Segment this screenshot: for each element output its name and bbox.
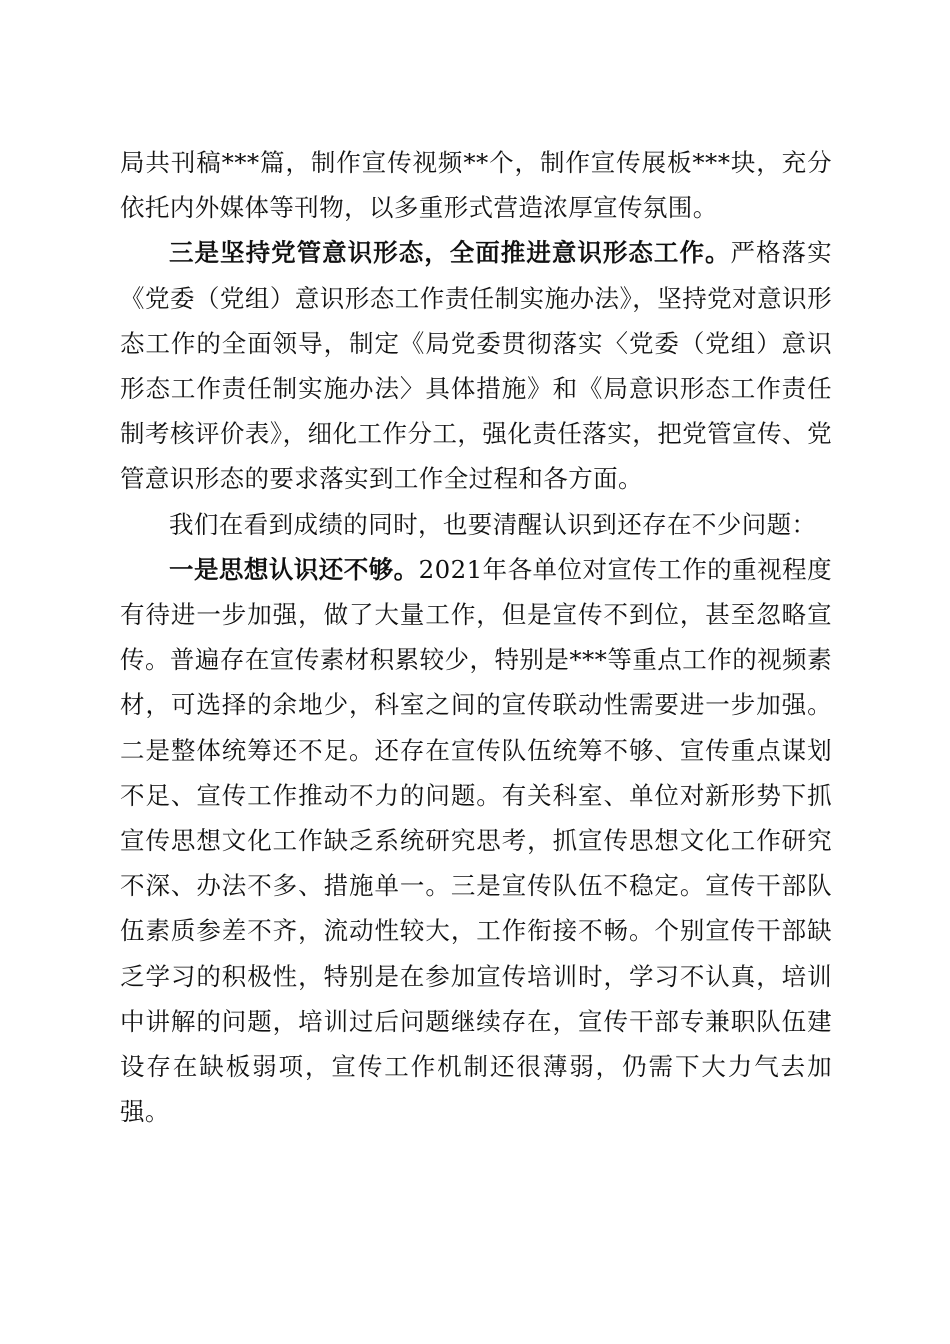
paragraph-text: 严格落实《党委（党组）意识形态工作责任制实施办法》，坚持党对意识形态工作的全面领导，制定《局党委贯彻落实〈党委（党组）意识形态工作责任制实施办法〉具体措施》和《局意识形态工作责任制考核评价表》，细化工作分工，强化责任落实，把党管宣传、党管意识形态的要求落实到工作全过程和各方面。	[120, 238, 832, 494]
paragraph-problems-intro: 我们在看到成绩的同时，也要清醒认识到还存在不少问题：	[169, 509, 817, 539]
paragraph-text: 2021年各单位对宣传工作的重视程度有待进一步加强，做了大量工作，但是宣传不到位，甚至忽略宣传。普遍存在宣传素材积累较少，特别是***等重点工作的视频素材，可选择的余地少，科室之间的宣传联动性需要进一步加强。二是整体统筹还不足。还存在宣传队伍统筹不够、宣传重点谋划不足、宣传工作推动不力的问题。有关科室、单位对新形势下抓宣传思想文化工作缺乏系统研究思考，抓宣传思想文化工作研究不深、办法不多、措施单一。三是宣传队伍不稳定。宣传干部队伍素质参差不齐，流动性较大，工作衔接不畅。个别宣传干部缺乏学习的积极性，特别是在参加宣传培训时，学习不认真，培训中讲解的问题，培训过后问题继续存在，宣传干部专兼职队伍建设存在缺板弱项，宣传工作机制还很薄弱，仍需下大力气去加强。	[120, 554, 832, 1127]
paragraph-heading: 一是思想认识还不够。	[169, 554, 419, 584]
paragraph-problems-detail	[120, 547, 832, 1135]
document-body	[120, 140, 832, 1134]
paragraph-ideology-work	[120, 230, 832, 501]
paragraph-publicity-results: 局共刊稿***篇，制作宣传视频**个，制作宣传展板***块，充分依托内外媒体等刊物，以多重形式营造浓厚宣传氛围。	[120, 148, 832, 223]
paragraph-heading: 三是坚持党管意识形态，全面推进意识形态工作。	[169, 238, 731, 268]
